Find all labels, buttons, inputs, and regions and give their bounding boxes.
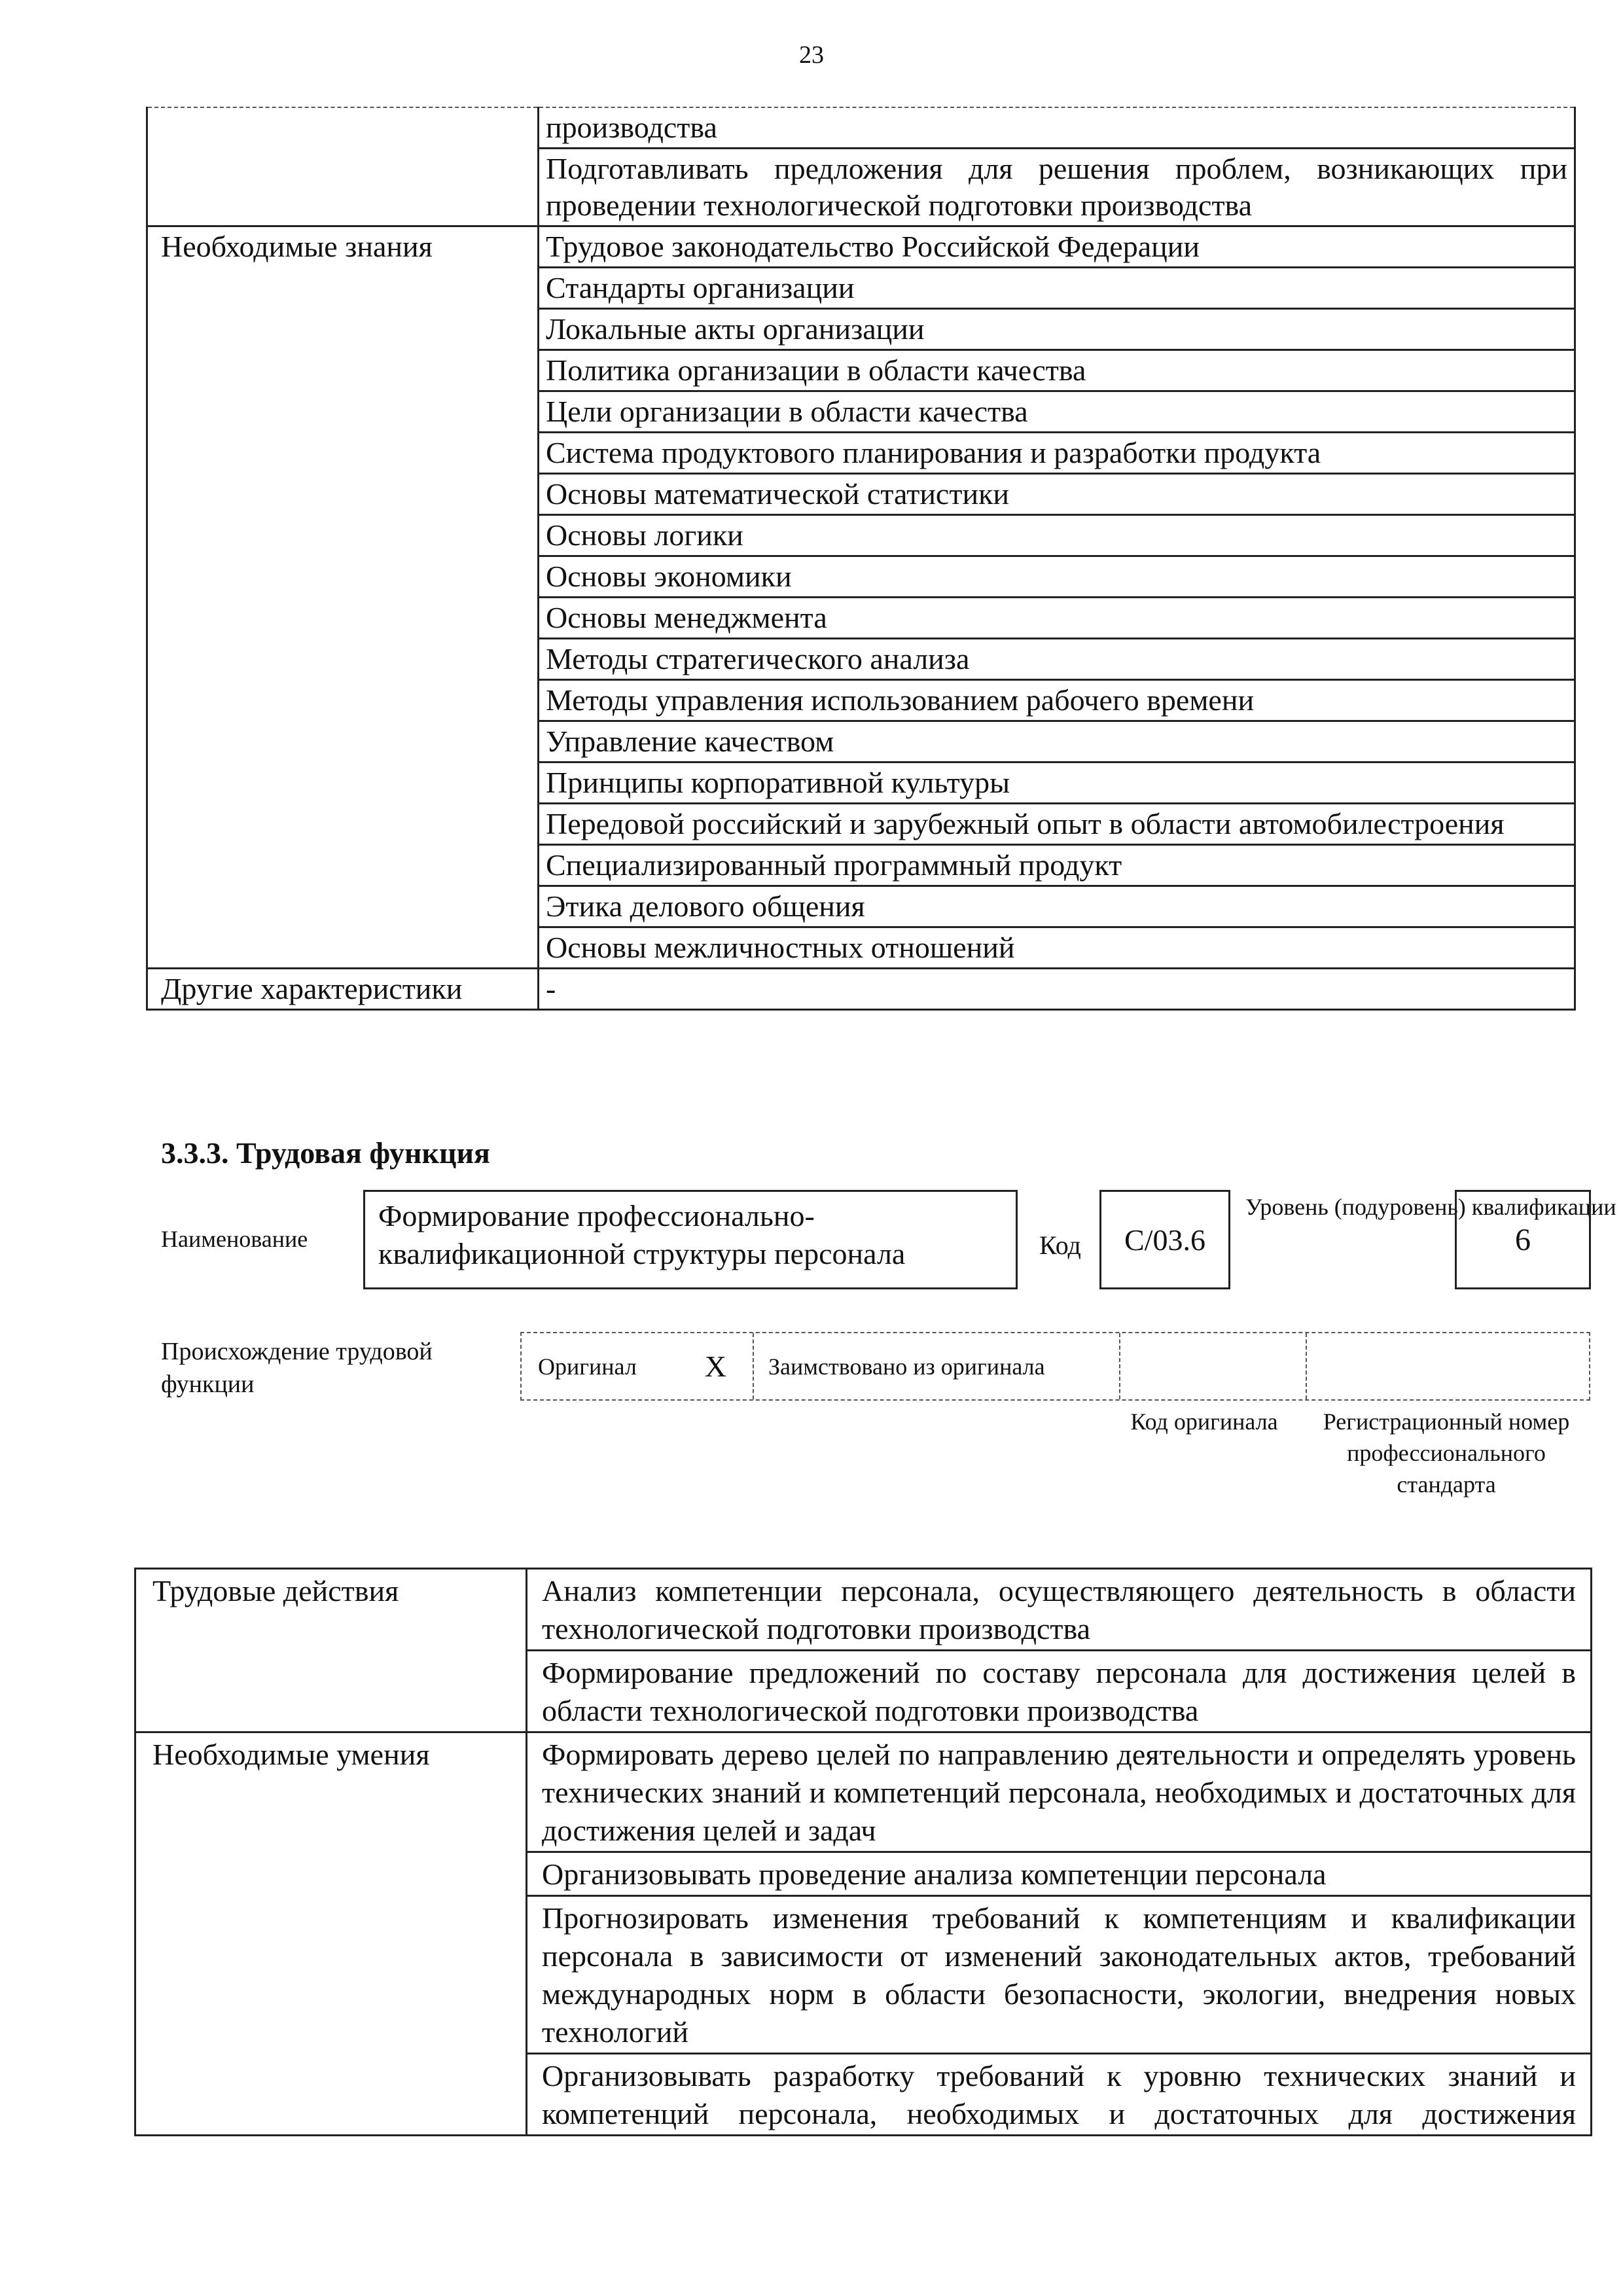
row-value: Организовывать разработку требований к уровню технических знаний и компетенций персонала, необходимых и достаточных для достижения — [527, 2054, 1592, 2136]
row-label-actions: Трудовые действия — [135, 1569, 527, 1732]
row-value: Основы экономики — [539, 556, 1575, 598]
row-value: производства — [539, 107, 1575, 149]
table-row — [147, 107, 1575, 149]
row-label — [147, 107, 539, 226]
table-row — [135, 1569, 1592, 1651]
row-value: Методы управления использованием рабочего времени — [539, 680, 1575, 721]
row-value: Анализ компетенции персонала, осуществляющего деятельность в области технологической подготовки производства — [527, 1569, 1592, 1651]
origin-borrowed-label: Заимствовано из оригинала — [768, 1353, 1045, 1380]
row-value: Управление качеством — [539, 721, 1575, 762]
code-value-box: С/03.6 — [1099, 1190, 1230, 1289]
level-label: Уровень (подуровень) квалификации — [1245, 1194, 1616, 1220]
row-value: Основы менеджмента — [539, 598, 1575, 639]
row-value: Локальные акты организации — [539, 309, 1575, 350]
code-label: Код — [1039, 1230, 1081, 1260]
origin-code-cell — [1120, 1333, 1307, 1399]
row-value: Цели организации в области качества — [539, 391, 1575, 433]
row-value: Трудовое законодательство Российской Федерации — [539, 226, 1575, 268]
row-value: Организовывать проведение анализа компетенции персонала — [527, 1852, 1592, 1896]
row-value: Прогнозировать изменения требований к компетенциям и квалификации персонала в зависимости от изменений законодательных актов, требований международных норм в области безопасности, экологии, внедрения новых технологий — [527, 1896, 1592, 2054]
origin-row — [520, 1332, 1590, 1401]
row-value: Передовой российский и зарубежный опыт в области автомобилестроения — [539, 804, 1575, 845]
origin-borrowed-cell — [754, 1333, 1120, 1399]
row-value: Формирование предложений по составу персонала для достижения целей в области технологической подготовки производства — [527, 1651, 1592, 1732]
caption-original-code: Код оригинала — [1130, 1408, 1278, 1435]
row-value: Подготавливать предложения для решения проблем, возникающих при проведении технологической подготовки производства — [539, 149, 1575, 226]
level-value-box: 6 — [1455, 1190, 1591, 1289]
row-value: Этика делового общения — [539, 886, 1575, 927]
row-value: Специализированный программный продукт — [539, 845, 1575, 886]
table-row — [147, 226, 1575, 268]
row-value: Стандарты организации — [539, 268, 1575, 309]
row-value: Формировать дерево целей по направлению деятельности и определять уровень технических знаний и компетенций персонала, необходимых и достаточных для достижения целей и задач — [527, 1732, 1592, 1852]
table-row — [135, 1732, 1592, 1852]
origin-original-cell — [522, 1333, 754, 1399]
row-label-other: Другие характеристики — [147, 969, 539, 1010]
row-value: Основы математической статистики — [539, 474, 1575, 515]
row-value: Основы логики — [539, 515, 1575, 556]
origin-original-label: Оригинал — [538, 1353, 637, 1380]
row-label-skills: Необходимые умения — [135, 1732, 527, 2136]
origin-mark: X — [704, 1350, 726, 1383]
row-value: Принципы корпоративной культуры — [539, 762, 1575, 804]
table-row — [147, 969, 1575, 1010]
row-value: Основы межличностных отношений — [539, 927, 1575, 969]
name-value-box: Формирование профессионально-квалификационной структуры персонала — [363, 1190, 1018, 1289]
knowledge-table — [146, 107, 1576, 1011]
row-label-knowledge: Необходимые знания — [147, 226, 539, 969]
caption-registration-number: Регистрационный номер профессионального стандарта — [1323, 1408, 1570, 1498]
row-value: Система продуктового планирования и разработки продукта — [539, 433, 1575, 474]
origin-reg-cell — [1307, 1333, 1592, 1399]
page-number: 23 — [799, 41, 824, 69]
actions-skills-table — [134, 1568, 1592, 2136]
section-title: 3.3.3. Трудовая функция — [161, 1136, 490, 1170]
origin-label: Происхождение трудовой функции — [161, 1338, 433, 1398]
row-value: - — [539, 969, 1575, 1010]
name-label: Наименование — [161, 1226, 308, 1252]
row-value: Политика организации в области качества — [539, 350, 1575, 391]
row-value: Методы стратегического анализа — [539, 639, 1575, 680]
